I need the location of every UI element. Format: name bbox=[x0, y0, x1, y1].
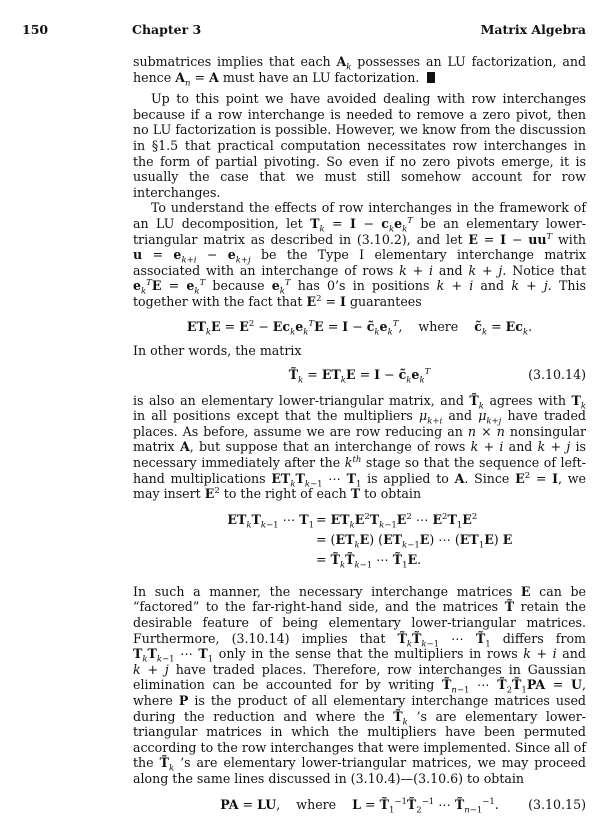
equation-number: (3.10.15) bbox=[528, 796, 586, 812]
page-number: 150 bbox=[22, 22, 49, 37]
running-title: Matrix Algebra bbox=[480, 22, 586, 37]
aligned-derivation bbox=[133, 512, 586, 572]
equation-3-10-15: PA = LU, where $L = T̃_1^{-1}T̃_2^{-1}$ ⋯ $T̃_{n-1}^{-1}$. (3.10.15) bbox=[220, 796, 586, 816]
derivation-line-3: = $T̃_kT̃_{k-1}$ ⋯ $T̃_1E$. bbox=[316, 551, 422, 571]
page-header bbox=[22, 22, 586, 38]
paragraph-5: In such a manner, the necessary interchange matrices E can be “factored” to the far-right-hand side, and the matrices T̃ retain the desirable feature of being elementary lower-triangular matrices. Furthermore, (3.10.14) implies that $T̃_kT̃_{k-1}$ ⋯ $T̃_1$ differs from $T_kT_{k-1}$ ⋯ $T_1$ only in the sense that the multipliers in rows k + i and k + j have traded places. Therefore, row interchanges in Gaussian elimination can be accounted for by writing $T̃_{n-1}$ ⋯ $T̃_2T̃_1PA = U$, where P is the product of all elementary interchange matrices used during the reduction and where the $T̃_k$ ’s are elementary lower-triangular matrices in which the multipliers have been permuted according to the row interchanges that were implemented. Since all of the $T̃_k$ ’s are elementary lower-triangular matrices, we may proceed along the same lines discussed in (3.10.4)—(3.10.6) to obtain bbox=[133, 583, 587, 786]
end-of-proof-mark bbox=[427, 72, 435, 83]
equation-number: (3.10.14) bbox=[528, 366, 586, 382]
paragraph-2: Up to this point we have avoided dealing with row interchanges because if a row interchange is needed to remove a zero pivot, then no LU factorization is possible. However, we know from the discussion in §1.5 that practical computation necessitates row interchanges in the form of partial pivoting. So even if no zero pivots emerge, it is usually the case that we must still somehow account for row interchanges. bbox=[133, 91, 586, 200]
derivation-line-2: = $(ET_kE)$ $(ET_{k-1}E)$ ⋯ $(ET_1E)$ E bbox=[316, 531, 513, 551]
in-other-words: In other words, the matrix bbox=[133, 343, 302, 359]
body-text bbox=[133, 54, 586, 823]
paragraph-4: is also an elementary lower-triangular matrix, and $T̃_k$ agrees with $T_k$ in all positions except that the multipliers $\mu_{k+i}$ and $\mu_{k+j}$ have traded places. As before, assume we are row reducing an n × n nonsingular matrix A, but suppose that an interchange of rows k + i and k + j is necessary immediately after the $k^{th}$ stage so that the sequence of left-hand multiplications $ET_kT_{k-1}$ ⋯ $T_1$ is applied to A. Since $E^2 = I$, we may insert $E^2$ to the right of each T to obtain bbox=[133, 392, 587, 502]
paragraph-1: submatrices implies that each $A_k$ possesses an LU factorization, and hence $A_n = A$ must have an LU factorization. bbox=[133, 54, 587, 89]
equation-3-10-14: $T̃_k = ET_kE = I$ − $c̃_ke_k^T$ (3.10.14) bbox=[288, 366, 586, 386]
equation-e-tk-e: $ET_kE = E^2 - Ec_ke_k^TE = I$ − $c̃_ke_k^T$, where $c̃_k = Ec_k$. bbox=[186, 318, 533, 338]
paragraph-3: To understand the effects of row interchanges in the framework of an LU decomposition, let $T_k = I - c_ke_k^T$ be an elementary lower-triangular matrix as described in (3.10.2), and let $E = I - uu^T$ with $u = e_{k+i} - e_{k+j}$ be the Type I elementary interchange matrix associated with an interchange of rows k + i and k + j. Notice that $e_k^TE = e_k^T$ because $e_k^T$ has 0’s in positions k + i and k + j. This together with the fact that $E^2 = I$ guarantees bbox=[133, 200, 587, 309]
derivation-line-1: = $ET_kE^2T_{k-1}E^2$ ⋯ $E^2T_1E^2$ bbox=[316, 511, 478, 531]
chapter-label: Chapter 3 bbox=[132, 22, 202, 37]
derivation-lhs: $ET_kT_{k-1}$ ⋯ $T_1$ bbox=[227, 511, 314, 531]
